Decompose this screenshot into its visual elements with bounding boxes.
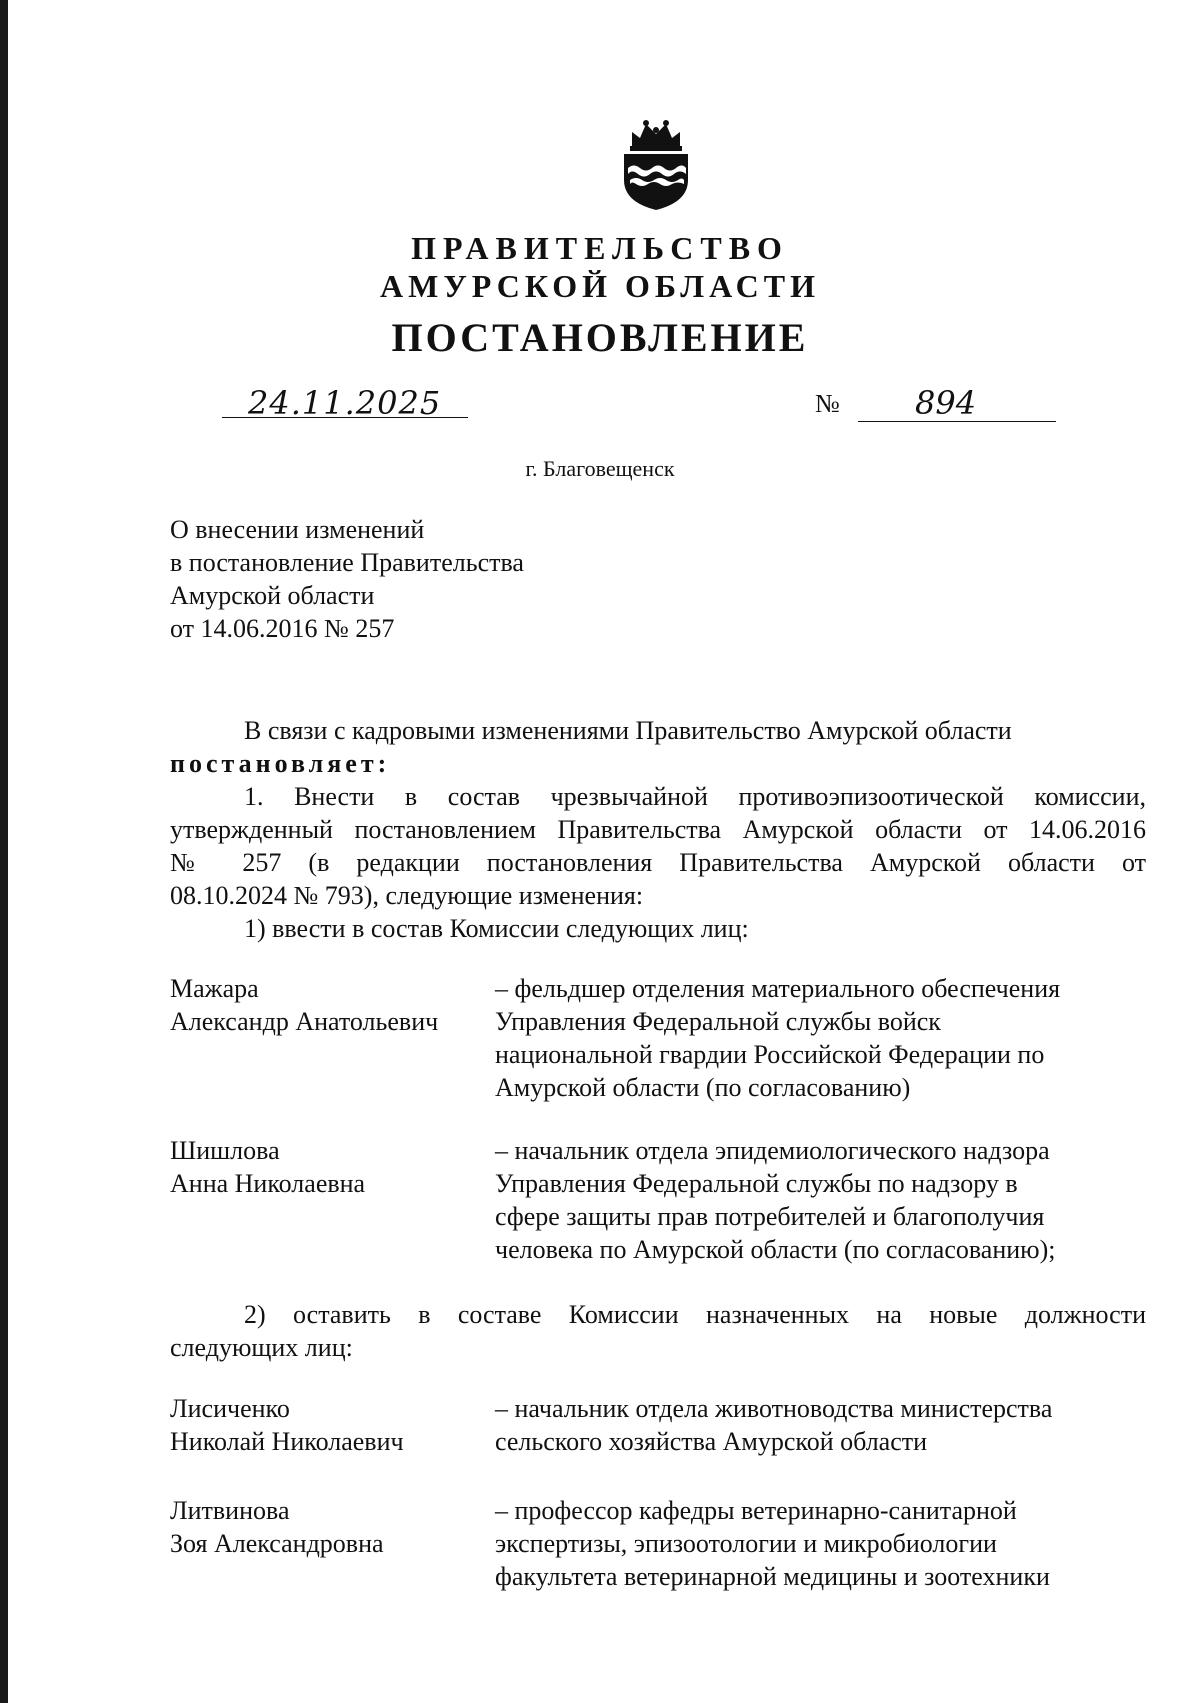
subitem2-line: 2) оставить в составе Комиссии назначенных на новые должности bbox=[244, 1300, 1146, 1329]
person-surname: Лисиченко bbox=[170, 1394, 290, 1423]
person-given-names: Александр Анатольевич bbox=[170, 1007, 439, 1036]
person-position bbox=[495, 1392, 1052, 1458]
decree-subject bbox=[170, 513, 524, 645]
government-title-line1: ПРАВИТЕЛЬСТВО bbox=[411, 230, 789, 266]
person-name bbox=[170, 1392, 404, 1458]
subject-line: от 14.06.2016 № 257 bbox=[170, 614, 395, 643]
position-line: человека по Амурской области (по согласованию); bbox=[495, 1235, 1056, 1264]
item1-line: 08.10.2024 № 793), следующие изменения: bbox=[170, 881, 644, 910]
city-name: г. Благовещенск bbox=[525, 456, 675, 481]
item1-line: 1. Внести в состав чрезвычайной противоэпизоотической комиссии, bbox=[244, 782, 1146, 811]
number-sign: № bbox=[815, 389, 840, 418]
position-line: сельского хозяйства Амурской области bbox=[495, 1427, 928, 1456]
government-title-line2: АМУРСКОЙ ОБЛАСТИ bbox=[380, 268, 820, 304]
person-given-names: Анна Николаевна bbox=[170, 1169, 366, 1198]
subject-line: О внесении изменений bbox=[170, 515, 425, 544]
position-line: экспертизы, эпизоотологии и микробиологии bbox=[495, 1529, 997, 1558]
subject-line: в постановление Правительства bbox=[170, 548, 524, 577]
resolves-word: постановляет: bbox=[170, 749, 391, 778]
handwritten-number: 894 bbox=[915, 384, 977, 422]
person-position bbox=[495, 972, 1060, 1104]
position-line: факультета ветеринарной медицины и зоотехники bbox=[495, 1562, 1050, 1591]
person-name bbox=[170, 1494, 384, 1560]
position-line: – профессор кафедры ветеринарно-санитарной bbox=[495, 1496, 1017, 1525]
subject-line: Амурской области bbox=[170, 581, 375, 610]
person-position bbox=[495, 1134, 1055, 1266]
person-position bbox=[495, 1494, 1050, 1593]
subitem2 bbox=[170, 1298, 1146, 1364]
person-surname: Литвинова bbox=[170, 1496, 290, 1525]
position-line: национальной гвардии Российской Федерации по bbox=[495, 1040, 1045, 1069]
number-underline bbox=[858, 421, 1056, 422]
position-line: – начальник отдела животноводства министерства bbox=[495, 1394, 1053, 1423]
subitem1: 1) ввести в состав Комиссии следующих лиц: bbox=[244, 914, 749, 943]
handwritten-date: 24.11.2025 bbox=[248, 384, 442, 422]
coat-of-arms-icon bbox=[618, 118, 694, 212]
person-surname: Шишлова bbox=[170, 1136, 280, 1165]
preamble: В связи с кадровыми изменениями Правительство Амурской области bbox=[244, 716, 1012, 745]
position-line: сфере защиты прав потребителей и благополучия bbox=[495, 1202, 1045, 1231]
person-surname: Мажара bbox=[170, 974, 259, 1003]
document-type-title: ПОСТАНОВЛЕНИЕ bbox=[391, 315, 809, 360]
person-given-names: Николай Николаевич bbox=[170, 1427, 404, 1456]
date-underline bbox=[222, 417, 468, 418]
person-given-names: Зоя Александровна bbox=[170, 1529, 384, 1558]
decree-body bbox=[170, 714, 1146, 945]
item1-line: № 257 (в редакции постановления Правительства Амурской области от bbox=[170, 848, 1146, 877]
position-line: Управления Федеральной службы войск bbox=[495, 1007, 941, 1036]
position-line: – начальник отдела эпидемиологического надзора bbox=[495, 1136, 1050, 1165]
item1-line: утвержденный постановлением Правительства Амурской области от 14.06.2016 bbox=[170, 815, 1146, 844]
position-line: – фельдшер отделения материального обеспечения bbox=[495, 974, 1061, 1003]
position-line: Амурской области (по согласованию) bbox=[495, 1073, 911, 1102]
person-name bbox=[170, 972, 438, 1038]
subitem2-line: следующих лиц: bbox=[170, 1333, 353, 1362]
position-line: Управления Федеральной службы по надзору в bbox=[495, 1169, 1018, 1198]
person-name bbox=[170, 1134, 365, 1200]
